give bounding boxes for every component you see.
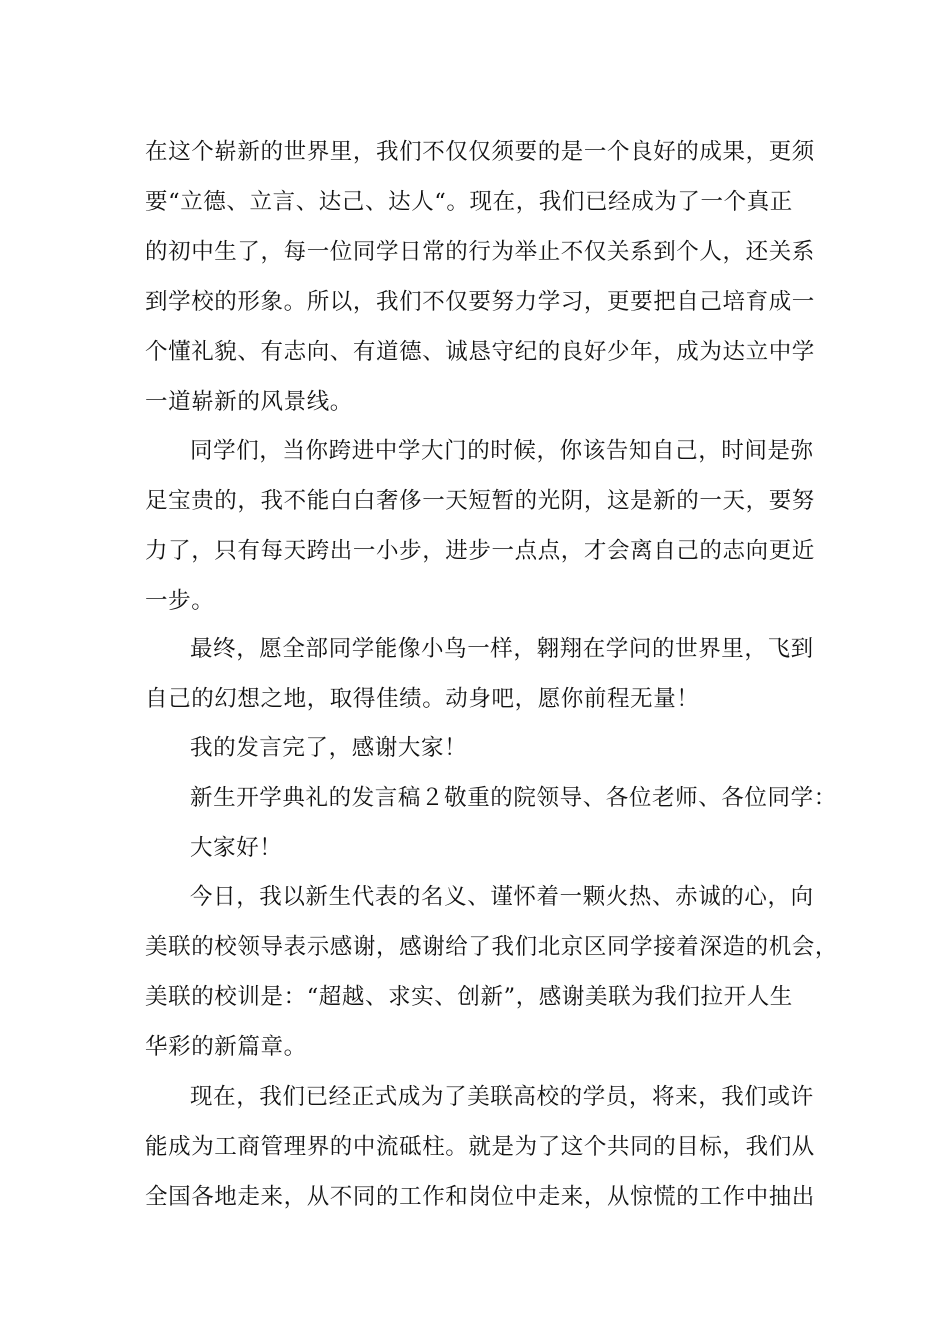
text-line: 足宝贵的，我不能白白奢侈一天短暂的光阴，这是新的一天，要努 [145, 488, 815, 514]
text-line: 大家好！ [190, 835, 283, 861]
text-line: 美联的校领导表示感谢，感谢给了我们北京区同学接着深造的机会， [145, 934, 839, 960]
text-line: 个懂礼貌、有志向、有道德、诚恳守纪的良好少年，成为达立中学 [145, 339, 815, 365]
text-line: 全国各地走来，从不同的工作和岗位中走来，从惊慌的工作中抽出 [145, 1184, 815, 1210]
text-line: 一道崭新的风景线。 [145, 389, 353, 415]
text-line: 在这个崭新的世界里，我们不仅仅须要的是一个良好的成果，更须 [145, 139, 815, 165]
text-line: 自己的幻想之地，取得佳绩。动身吧，愿你前程无量！ [145, 686, 700, 712]
text-line: 今日，我以新生代表的名义、谨怀着一颗火热、赤诚的心，向 [190, 884, 814, 910]
text-line: 最终，愿全部同学能像小鸟一样，翱翔在学问的世界里，飞到 [190, 636, 814, 662]
text-line: 新生开学典礼的发言稿２敬重的院领导、各位老师、各位同学： [190, 785, 837, 811]
text-line: 要“立德、立言、达己、达人“。现在，我们已经成为了一个真正 [145, 189, 793, 215]
text-line: 美联的校训是：“超越、求实、创新”，感谢美联为我们拉开人生 [145, 984, 793, 1010]
text-line: 一步。 [145, 588, 215, 614]
text-line: 力了，只有每天跨出一小步，进步一点点，才会离自己的志向更近 [145, 538, 815, 564]
text-line: 能成为工商管理界的中流砥柱。就是为了这个共同的目标，我们从 [145, 1134, 815, 1160]
text-line: 我的发言完了，感谢大家！ [190, 735, 468, 761]
text-line: 现在，我们已经正式成为了美联高校的学员，将来，我们或许 [190, 1084, 814, 1110]
text-line: 同学们，当你跨进中学大门的时候，你该告知自己，时间是弥 [190, 438, 814, 464]
text-line: 到学校的形象。所以，我们不仅要努力学习，更要把自己培育成一 [145, 289, 815, 315]
text-line: 华彩的新篇章。 [145, 1034, 307, 1060]
text-line: 的初中生了，每一位同学日常的行为举止不仅关系到个人，还关系 [145, 239, 815, 265]
